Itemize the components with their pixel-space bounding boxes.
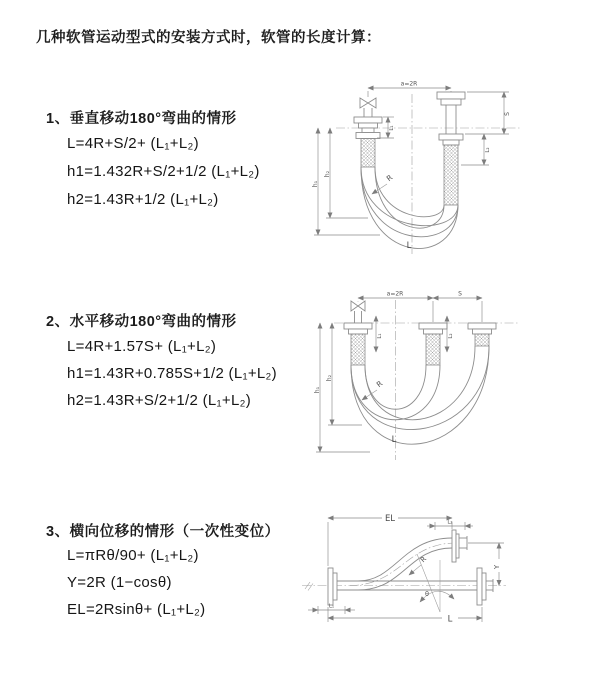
dim-label-r: R xyxy=(384,172,395,184)
section-2-heading: 2、水平移动180°弯曲的情形 xyxy=(46,314,237,330)
dim-label-h2: h₂ xyxy=(324,170,331,178)
section-3-heading: 3、横向位移的情形（一次性变位） xyxy=(46,524,280,540)
valve-icon xyxy=(360,98,376,117)
dim-label-l2: L₂ xyxy=(485,147,491,153)
dim-l1 xyxy=(308,604,355,615)
dim-label-s: S xyxy=(504,112,511,116)
section-2-formula-l: L=4R+1.57S+ (L₁+L₂) xyxy=(67,338,217,355)
braided-hose-section xyxy=(475,334,489,346)
section-1-formula-h2: h2=1.43R+1/2 (L₁+L₂) xyxy=(67,191,219,208)
dim-l2 xyxy=(427,520,473,531)
diagram-vertical-180-bend xyxy=(308,76,533,264)
valve-icon xyxy=(351,301,365,323)
dim-label-l1: L₁ xyxy=(328,603,335,610)
top-flange xyxy=(452,530,467,562)
dim-label-a2r: a=2R xyxy=(386,290,404,298)
dim-label-l-total: L xyxy=(391,435,397,445)
dim-label-s: S xyxy=(458,290,462,298)
braided-hose-section xyxy=(351,334,365,365)
dim-label-h1: h₁ xyxy=(312,180,319,188)
section-1-formula-l: L=4R+S/2+ (L₁+L₂) xyxy=(67,135,199,152)
left-fitting xyxy=(354,117,382,167)
section-3-formula-el: EL=2Rsinθ+ (L₁+L₂) xyxy=(67,601,206,618)
dim-label-a2r: a=2R xyxy=(400,80,418,88)
right-fitting xyxy=(468,323,496,346)
right-flange xyxy=(477,568,493,605)
dim-label-l-total: L xyxy=(406,241,412,251)
page-title: 几种软管运动型式的安装方式时，软管的长度计算： xyxy=(36,30,381,46)
dim-label-y: Y xyxy=(493,564,501,570)
braided-hose-section xyxy=(444,145,458,205)
dim-label-h2: h₂ xyxy=(326,374,333,382)
dim-label-l-total: L xyxy=(447,614,453,625)
section-1-formula-h1: h1=1.432R+S/2+1/2 (L₁+L₂) xyxy=(67,163,260,180)
dim-l1 xyxy=(376,316,383,352)
dim-label-r: R xyxy=(374,378,385,390)
braided-hose-section xyxy=(361,139,375,168)
section-2-formula-h1: h1=1.43R+0.785S+1/2 (L₁+L₂) xyxy=(67,365,277,382)
dim-l2 xyxy=(447,316,454,352)
dim-label-el: EL xyxy=(384,514,396,524)
dim-label-theta: θ xyxy=(425,590,429,598)
hose-u-bend-arcs xyxy=(351,346,489,444)
section-3-formula-y: Y=2R (1−cosθ) xyxy=(67,574,172,591)
dim-label-l1: L₁ xyxy=(377,333,383,339)
centerline-break-mark xyxy=(305,582,313,591)
dim-l-total xyxy=(328,607,482,625)
left-fitting xyxy=(344,323,372,365)
diagram-horizontal-180-bend xyxy=(310,286,535,466)
dim-label-h1: h₁ xyxy=(314,386,321,394)
right-fitting xyxy=(437,92,465,205)
dim-label-l1: L₁ xyxy=(389,125,395,131)
section-3-formula-l: L=πRθ/90+ (L₁+L₂) xyxy=(67,547,199,564)
dim-a2r xyxy=(358,291,482,323)
diagram-lateral-displacement xyxy=(296,510,511,638)
dim-s xyxy=(465,92,511,134)
braided-hose-section xyxy=(426,334,440,365)
dim-label-l2: L₂ xyxy=(448,333,454,339)
section-1-heading: 1、垂直移动180°弯曲的情形 xyxy=(46,111,237,127)
hose-u-bend-arcs xyxy=(361,167,458,249)
dim-l2 xyxy=(461,134,491,165)
dim-label-r: R xyxy=(419,555,429,565)
left-flange xyxy=(328,568,358,605)
middle-fitting xyxy=(419,323,447,365)
dim-label-l2: L₂ xyxy=(447,519,453,526)
section-2-formula-h2: h2=1.43R+S/2+1/2 (L₁+L₂) xyxy=(67,392,252,409)
